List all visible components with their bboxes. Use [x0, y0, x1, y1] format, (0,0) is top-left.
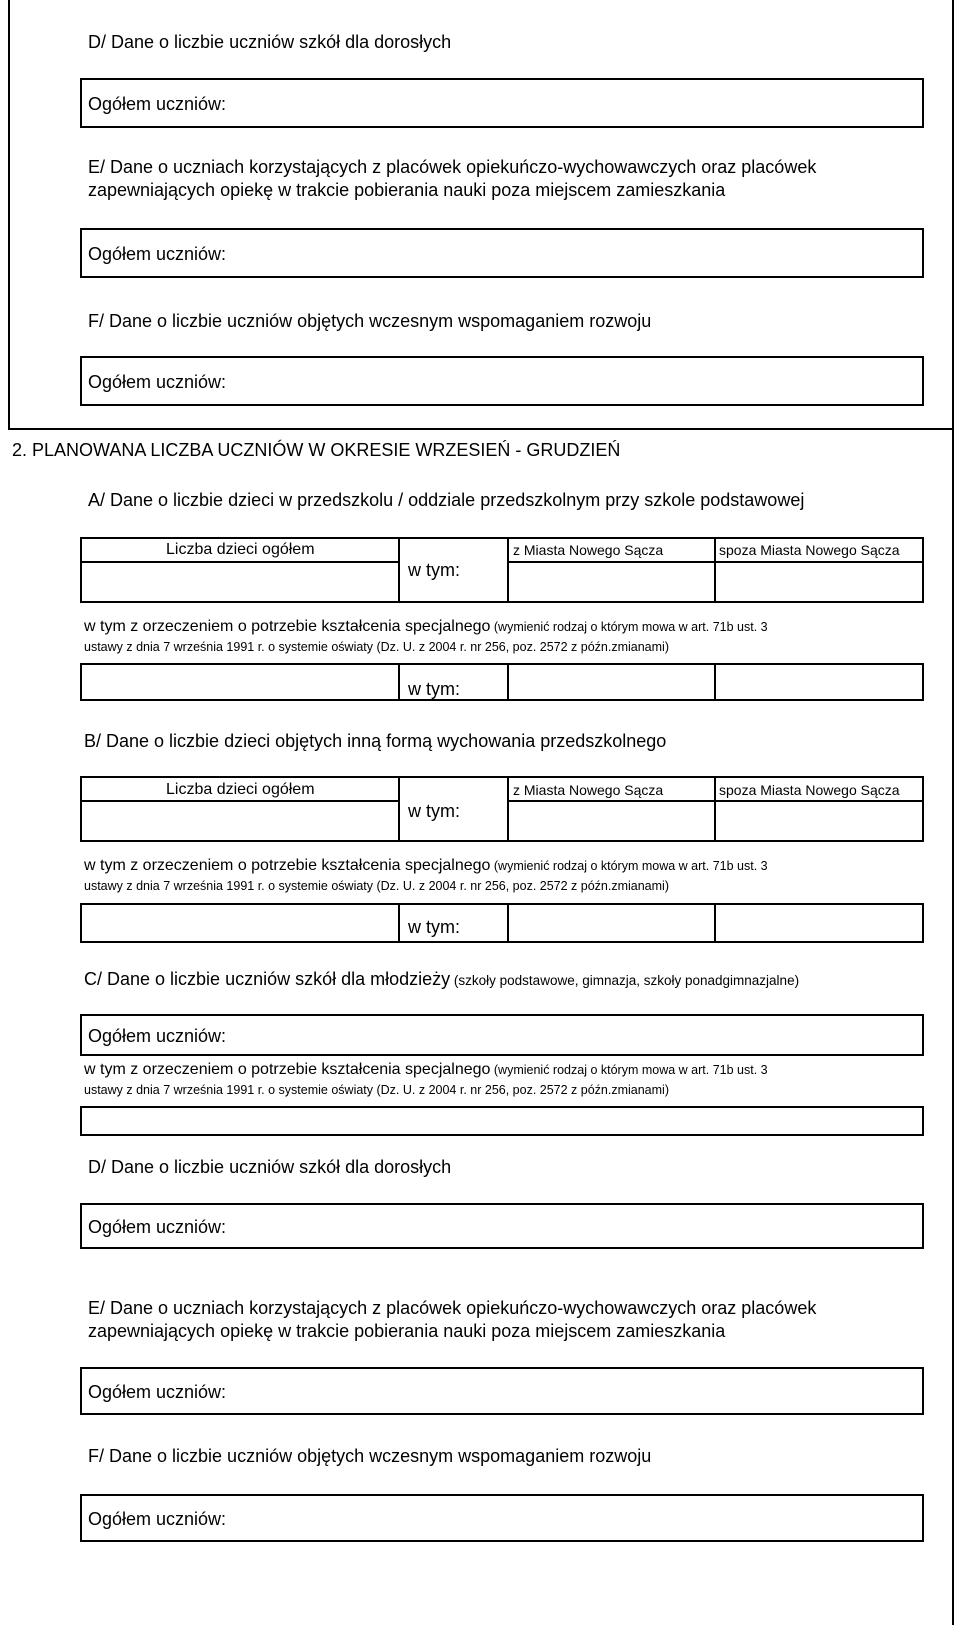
total-label: Ogółem uczniów: — [88, 94, 227, 114]
section-2e-total-field[interactable] — [80, 1367, 924, 1415]
section-b-col-city: z Miasta Nowego Sącza — [513, 782, 664, 798]
section-b-special-divider — [398, 903, 400, 943]
section-a-outside-input[interactable] — [716, 563, 922, 601]
section-a-col-outside: spoza Miasta Nowego Sącza — [719, 542, 900, 558]
section-f-total-field[interactable] — [80, 356, 924, 406]
section-a-special-text — [84, 617, 768, 637]
section-b-special-outside-input[interactable] — [716, 905, 922, 941]
section-b-outside-input[interactable] — [716, 802, 922, 840]
total-label: Ogółem uczniów: — [88, 244, 227, 264]
section-c-title-main: C/ Dane o liczbie uczniów szkół dla młodzieży — [84, 969, 451, 989]
section-a-total-input[interactable] — [82, 563, 398, 601]
special-note: (wymienić rodzaj o którym mowa w art. 71b ust. 3 — [490, 1063, 768, 1077]
section-b-col-outside: spoza Miasta Nowego Sącza — [719, 782, 900, 798]
section-e-total-field[interactable] — [80, 228, 924, 278]
section-c-special-note2: ustawy z dnia 7 września 1991 r. o systemie oświaty (Dz. U. z 2004 r. nr 256, poz. 2572 z późn.zmianami) — [84, 1083, 669, 1097]
section-a-special-total-input[interactable] — [82, 665, 398, 699]
section-a-city-input[interactable] — [509, 563, 714, 601]
section-b-total-input[interactable] — [82, 802, 398, 840]
section-a-special-city-input[interactable] — [509, 665, 714, 699]
total-label: Ogółem uczniów: — [88, 1382, 227, 1402]
total-label: Ogółem uczniów: — [88, 1026, 227, 1046]
section-2d-title: D/ Dane o liczbie uczniów szkół dla dorosłych — [88, 1157, 452, 1177]
section-2d-total-field[interactable] — [80, 1203, 924, 1249]
section-f-title: F/ Dane o liczbie uczniów objętych wczesnym wspomaganiem rozwoju — [88, 311, 652, 331]
section-b-city-input[interactable] — [509, 802, 714, 840]
section-d-total-field[interactable] — [80, 78, 924, 128]
section-2e-title-line1: E/ Dane o uczniach korzystających z placówek opiekuńczo-wychowawczych oraz placówek — [88, 1298, 817, 1318]
special-note: (wymienić rodzaj o którym mowa w art. 71b ust. 3 — [490, 859, 768, 873]
section-a-col-city: z Miasta Nowego Sącza — [513, 542, 664, 558]
section-a-col-total: Liczba dzieci ogółem — [166, 541, 315, 558]
left-border — [8, 0, 10, 428]
special-note: (wymienić rodzaj o którym mowa w art. 71b ust. 3 — [490, 620, 768, 634]
section-c-special-field[interactable] — [80, 1106, 924, 1136]
section-a-col-wtym: w tym: — [408, 560, 460, 580]
total-label: Ogółem uczniów: — [88, 1217, 227, 1237]
section-a-table-divider — [398, 537, 400, 603]
section-b-col-total: Liczba dzieci ogółem — [166, 781, 315, 798]
section-c-title — [84, 968, 799, 990]
section-b-col-wtym: w tym: — [408, 801, 460, 821]
section-2e-title-line2: zapewniających opiekę w trakcie pobierania nauki poza miejscem zamieszkania — [88, 1321, 726, 1341]
section-b-special-total-input[interactable] — [82, 905, 398, 941]
section-2-heading: 2. PLANOWANA LICZBA UCZNIÓW W OKRESIE WRZESIEŃ - GRUDZIEŃ — [12, 440, 621, 460]
section-b-table-divider — [398, 776, 400, 842]
special-main: w tym z orzeczeniem o potrzebie kształcenia specjalnego — [84, 857, 491, 874]
section-e-title-line1: E/ Dane o uczniach korzystających z placówek opiekuńczo-wychowawczych oraz placówek — [88, 157, 817, 177]
section-2f-total-field[interactable] — [80, 1494, 924, 1542]
total-label: Ogółem uczniów: — [88, 372, 227, 392]
section-c-title-note: (szkoły podstawowe, gimnazja, szkoły ponadgimnazjalne) — [450, 973, 800, 988]
special-main: w tym z orzeczeniem o potrzebie kształcenia specjalnego — [84, 1061, 491, 1078]
total-label: Ogółem uczniów: — [88, 1509, 227, 1529]
section-e-title-line2: zapewniających opiekę w trakcie pobierania nauki poza miejscem zamieszkania — [88, 180, 726, 200]
section-b-special-city-input[interactable] — [509, 905, 714, 941]
section-b-special-wtym: w tym: — [408, 917, 460, 937]
section-a-special-wtym: w tym: — [408, 679, 460, 699]
section-a-special-outside-input[interactable] — [716, 665, 922, 699]
section-c-total-field[interactable] — [80, 1014, 924, 1056]
section-a-special-note2: ustawy z dnia 7 września 1991 r. o systemie oświaty (Dz. U. z 2004 r. nr 256, poz. 2572 z późn.zmianami) — [84, 640, 669, 654]
right-border — [952, 0, 954, 1625]
section-b-special-note2: ustawy z dnia 7 września 1991 r. o systemie oświaty (Dz. U. z 2004 r. nr 256, poz. 2572 z późn.zmianami) — [84, 879, 669, 893]
section-b-special-text — [84, 856, 768, 876]
section-b-title: B/ Dane o liczbie dzieci objętych inną formą wychowania przedszkolnego — [84, 731, 667, 751]
section-c-special-text — [84, 1060, 768, 1080]
section-d-title: D/ Dane o liczbie uczniów szkół dla dorosłych — [88, 32, 452, 52]
section-2f-title: F/ Dane o liczbie uczniów objętych wczesnym wspomaganiem rozwoju — [88, 1446, 652, 1466]
page-separator — [8, 428, 954, 430]
special-main: w tym z orzeczeniem o potrzebie kształcenia specjalnego — [84, 618, 491, 635]
section-a-title: A/ Dane o liczbie dzieci w przedszkolu / oddziale przedszkolnym przy szkole podstawowej — [88, 490, 805, 510]
section-a-special-divider — [398, 663, 400, 701]
